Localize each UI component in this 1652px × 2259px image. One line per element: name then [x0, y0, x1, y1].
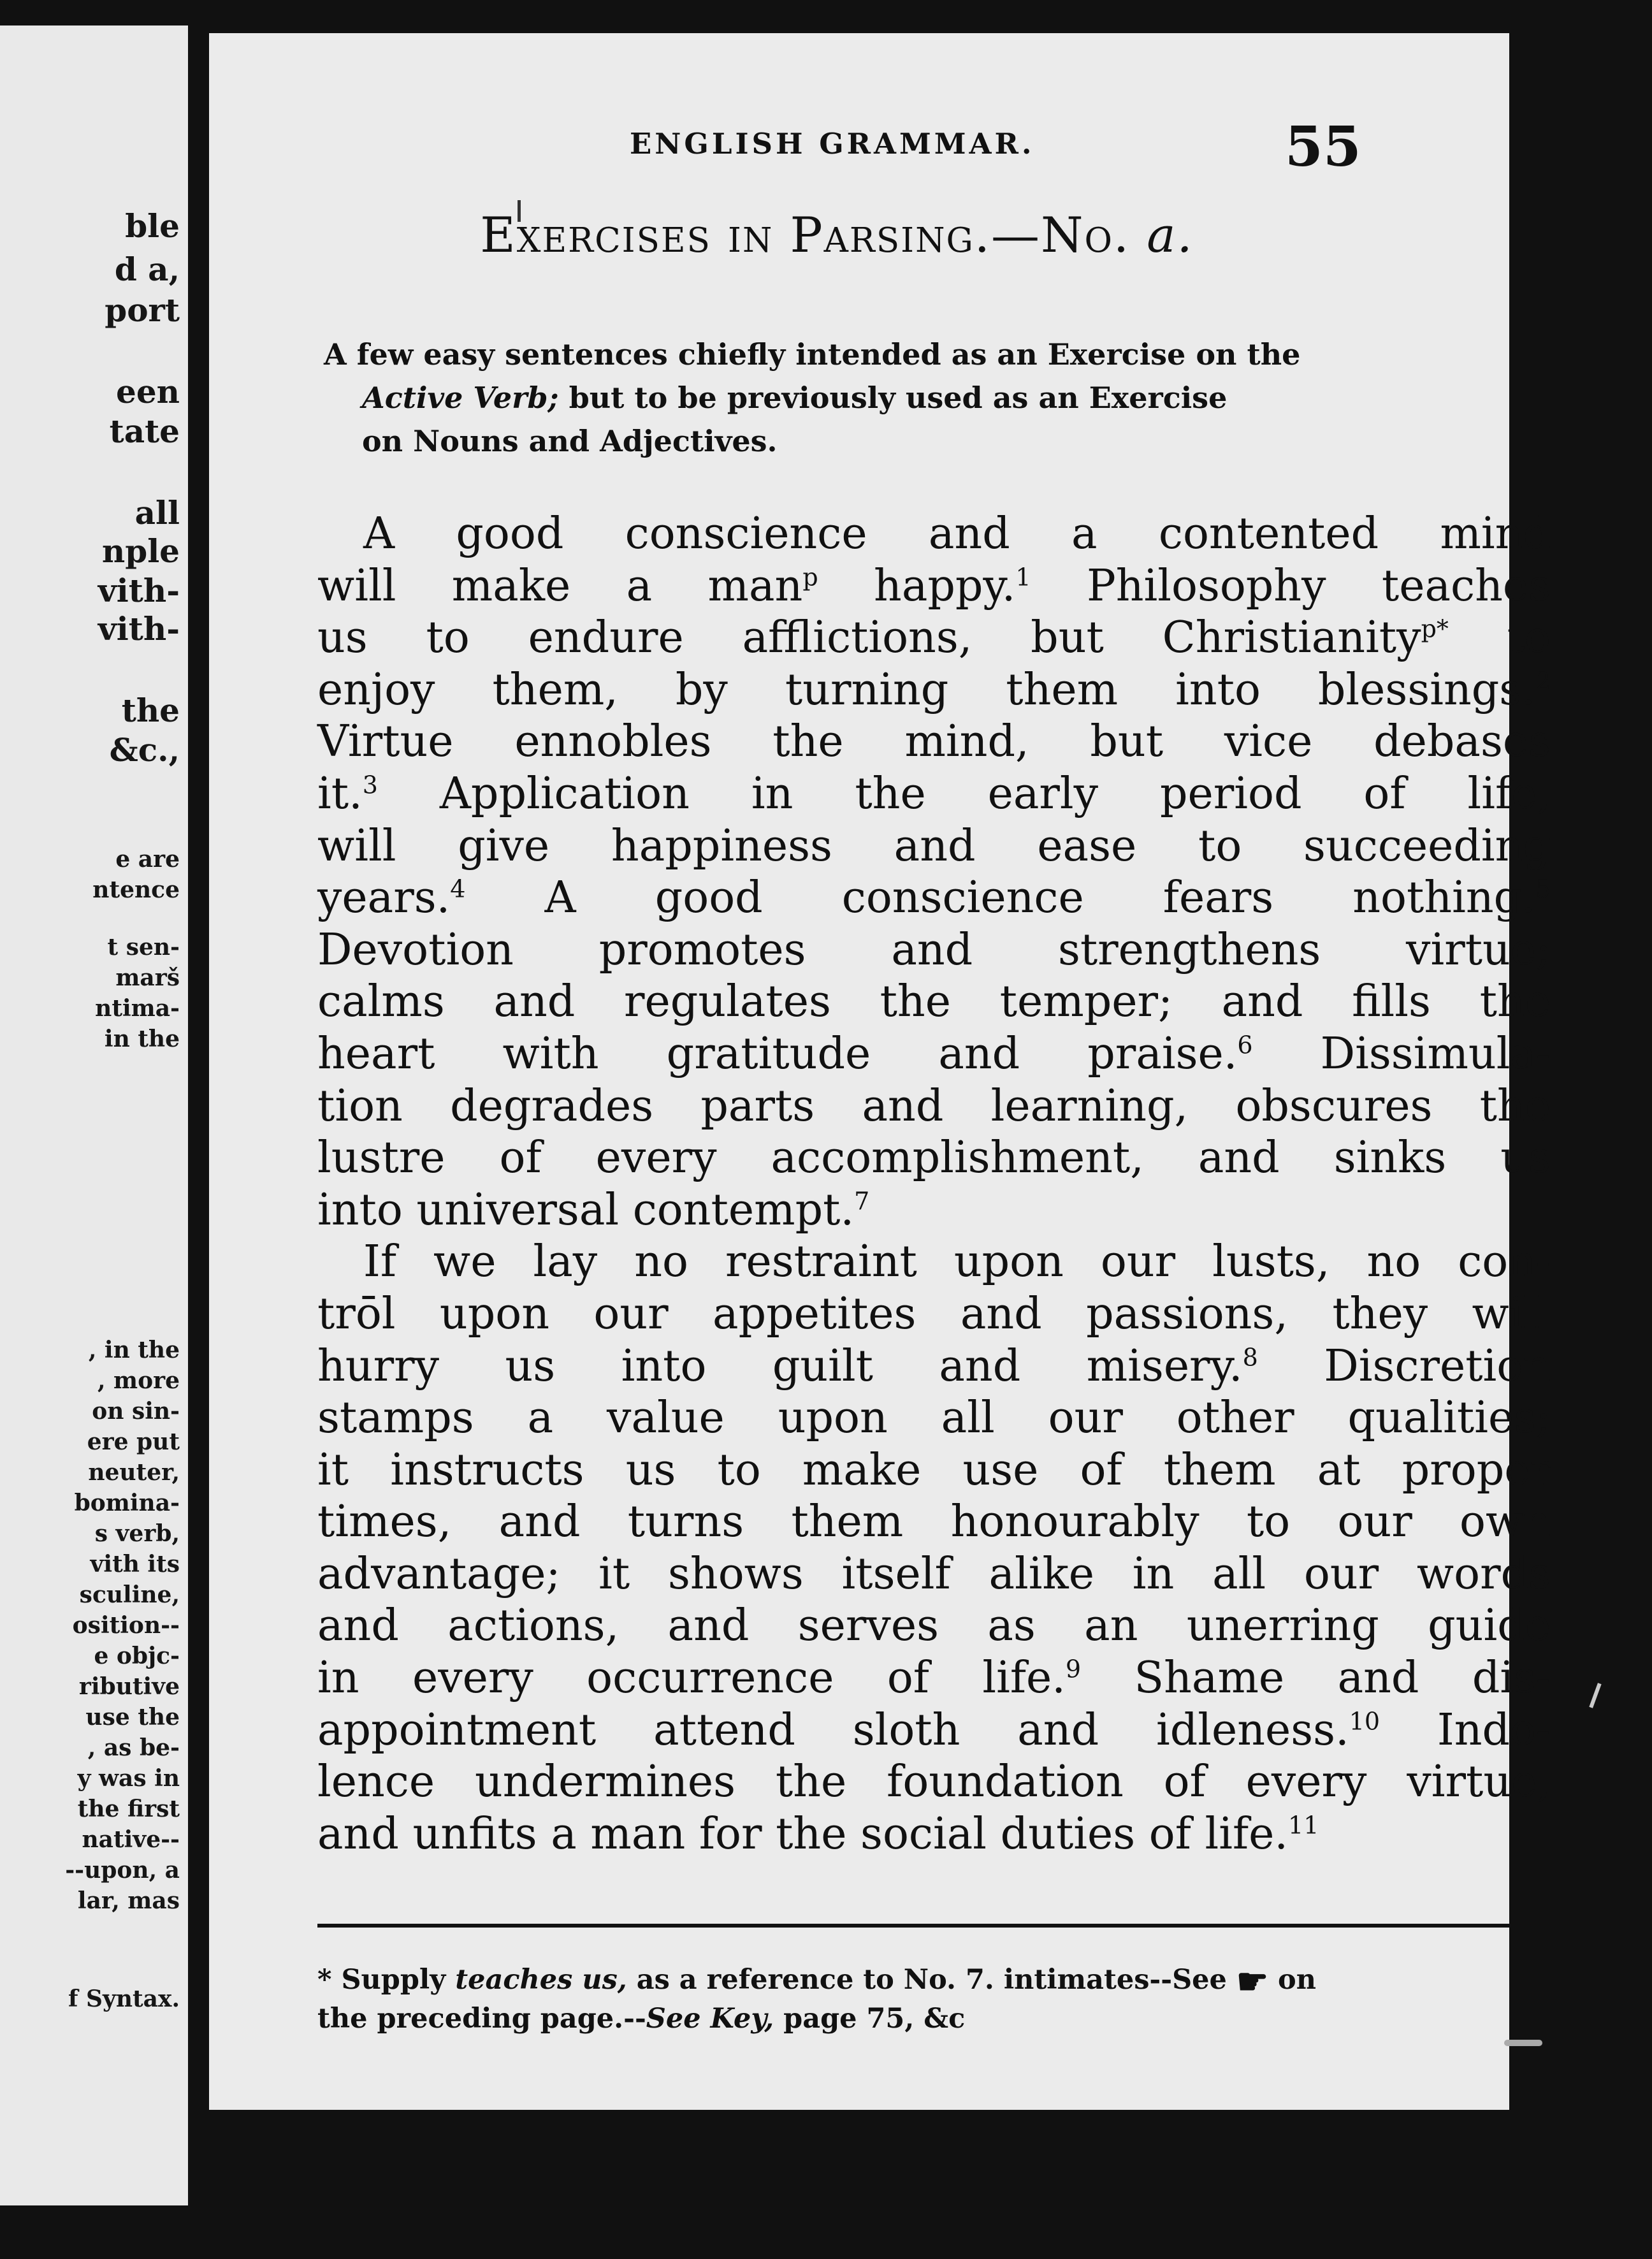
- footnote-text-a: Supply: [341, 1964, 446, 1996]
- text-line: [317, 1652, 1551, 1704]
- text-segment: and actions, and serves as an unerring guide: [317, 1601, 1551, 1652]
- left-page-fragment: nple: [101, 532, 180, 570]
- footnote-star: *: [317, 1964, 332, 1996]
- left-page-fragment: , as be-: [87, 1734, 180, 1761]
- text-segment: it.: [317, 768, 363, 819]
- text-line: [317, 664, 1551, 716]
- intro-italic: Active Verb;: [362, 381, 559, 415]
- footnote-italic-1: teaches us,: [455, 1964, 627, 1996]
- left-page-fragment: lar, mas: [77, 1887, 180, 1914]
- left-page-fragment: marš: [115, 964, 180, 991]
- page-number: 55: [1285, 115, 1361, 179]
- text-segment: stamps a value upon all our other qualities;: [317, 1393, 1551, 1444]
- text-segment: A good conscience and a contented mind: [363, 509, 1551, 559]
- section-title-letter: a.: [1147, 207, 1194, 263]
- pointing-hand-icon: ☛: [1236, 1961, 1269, 2003]
- text-segment: enjoy them, by turning them into blessings.: [317, 664, 1535, 715]
- text-segment: Virtue ennobles the mind, but vice debases: [317, 716, 1551, 767]
- text-line: [317, 612, 1551, 664]
- text-line: [317, 1028, 1551, 1080]
- left-page-fragment: ere put: [87, 1428, 180, 1455]
- left-page-fragment: e are: [115, 846, 180, 873]
- left-page-fragment: t sen-: [107, 934, 180, 961]
- left-page-fragment: vith its: [90, 1551, 180, 1578]
- left-page-fragment: e objc-: [94, 1643, 180, 1669]
- left-page-fragment: all: [134, 494, 180, 532]
- text-line: [317, 1236, 1551, 1288]
- footnote-line-1: [317, 1961, 1551, 2003]
- text-line: [317, 1704, 1551, 1757]
- footnote-text-c: on: [1278, 1964, 1316, 1996]
- reference-superscript: 2: [1535, 667, 1551, 695]
- reference-superscript: 10: [1349, 1707, 1380, 1735]
- left-page-fragment: port: [105, 291, 180, 329]
- text-line: [317, 768, 1551, 820]
- left-page-fragment: &c.,: [109, 731, 180, 769]
- text-segment: calms and regulates the temper; and fills the: [317, 977, 1551, 1028]
- left-page-fragment: ble: [125, 207, 180, 245]
- text-line: [317, 560, 1551, 613]
- left-page-fragment: tate: [109, 412, 180, 450]
- text-segment: Indo-: [1380, 1704, 1551, 1755]
- left-page-fragment: ntima-: [95, 995, 180, 1022]
- reference-superscript: p: [802, 562, 818, 591]
- text-segment: Shame and dis-: [1081, 1653, 1551, 1704]
- reference-superscript: 7: [854, 1187, 870, 1216]
- left-page-fragment: , more: [97, 1367, 180, 1394]
- left-page-fragment: vith-: [98, 572, 180, 609]
- text-line: [317, 1132, 1551, 1184]
- footnote-line-2: [317, 2000, 1551, 2037]
- text-segment: years.: [317, 873, 451, 924]
- text-segment: happy.: [818, 560, 1016, 611]
- text-segment: in every occurrence of life.: [317, 1653, 1066, 1704]
- intro-line-2: [324, 376, 1547, 419]
- text-segment: A good conscience fears nothing.: [465, 873, 1535, 924]
- left-page-fragment: sculine,: [79, 1581, 180, 1608]
- text-line: [317, 1756, 1551, 1808]
- reference-superscript: 5: [1535, 875, 1551, 903]
- text-segment: it instructs us to make use of them at proper: [317, 1444, 1551, 1495]
- margin-mark: [1504, 2040, 1542, 2046]
- left-page-fragment: use the: [85, 1704, 180, 1731]
- left-page-fragment: neuter,: [88, 1459, 180, 1486]
- text-segment: Devotion promotes and strengthens virtue;: [317, 924, 1551, 975]
- left-page-fragment: , in the: [88, 1337, 180, 1363]
- left-page-fragment: ntence: [92, 876, 180, 903]
- text-segment: and unfits a man for the social duties of life.: [317, 1808, 1289, 1859]
- text-line: [317, 1444, 1551, 1497]
- left-page-fragment: ributive: [78, 1673, 180, 1700]
- reference-superscript: 11: [1288, 1811, 1319, 1840]
- text-segment: lence undermines the foundation of every virtue,: [317, 1757, 1551, 1808]
- text-segment: lustre of every accomplishment, and sinks us: [317, 1133, 1551, 1184]
- reference-superscript: 8: [1242, 1342, 1258, 1371]
- text-segment: to: [1448, 613, 1551, 664]
- text-line: [317, 924, 1551, 977]
- section-title-dash: —: [990, 207, 1041, 263]
- text-line: [317, 508, 1551, 560]
- left-page-fragment: the first: [77, 1796, 180, 1822]
- reference-superscript: 1: [1015, 562, 1031, 591]
- text-segment: If we lay no restraint upon our lusts, no con-: [363, 1237, 1551, 1288]
- left-page-fragment: osition--: [72, 1612, 180, 1639]
- left-page-fragment: een: [116, 373, 180, 410]
- intro-line-2-text: but to be previously used as an Exercise: [569, 381, 1228, 415]
- left-page-fragment: f Syntax.: [68, 1986, 180, 2012]
- footnote-rule: [317, 1924, 1535, 1928]
- section-title-no: No.: [1040, 207, 1131, 263]
- text-segment: will make a man: [317, 560, 803, 611]
- left-page-fragment: d a,: [114, 251, 180, 288]
- book-page: [209, 33, 1551, 2110]
- text-line: [317, 820, 1551, 873]
- left-page-fragment: in the: [104, 1026, 180, 1052]
- text-line: [317, 1340, 1551, 1393]
- left-page-fragment: s verb,: [94, 1520, 180, 1547]
- footnote-italic-2: See Key,: [646, 2003, 774, 2035]
- reference-superscript: 4: [450, 875, 466, 903]
- text-segment: us to endure afflictions, but Christianity: [317, 613, 1421, 664]
- running-head: ENGLISH GRAMMAR.: [630, 127, 1035, 161]
- footnote: [317, 1961, 1551, 2037]
- text-line: [317, 872, 1551, 924]
- margin-mark: [1589, 1683, 1601, 1708]
- left-page-fragment: bomina-: [74, 1490, 180, 1516]
- section-title: [209, 207, 1465, 263]
- reference-superscript: p*: [1421, 614, 1449, 643]
- intro-line-3: on Nouns and Adjectives.: [362, 424, 778, 458]
- left-page-fragment: native--: [82, 1826, 180, 1853]
- intro-line-1: A few easy sentences chiefly intended as an Exercise on the: [324, 337, 1301, 372]
- reference-superscript: 3: [362, 771, 378, 799]
- text-line: [317, 716, 1551, 768]
- text-segment: trōl upon our appetites and passions, they will: [317, 1288, 1551, 1339]
- text-segment: heart with gratitude and praise.: [317, 1028, 1238, 1079]
- text-segment: Dissimula-: [1252, 1028, 1551, 1079]
- previous-page-edge: [0, 25, 188, 2205]
- footnote-text-e: page 75, &c: [783, 2003, 966, 2035]
- footnote-text-d: the preceding page.--: [317, 2003, 646, 2035]
- text-line: [317, 976, 1551, 1028]
- text-segment: Application in the early period of life,: [377, 768, 1551, 819]
- text-line: [317, 1548, 1551, 1601]
- text-line: [317, 1600, 1551, 1652]
- text-segment: Discretion: [1257, 1340, 1551, 1391]
- text-segment: Philosophy teaches: [1031, 560, 1551, 611]
- text-segment: advantage; it shows itself alike in all our words: [317, 1548, 1551, 1599]
- text-line: [317, 1808, 1551, 1861]
- footnote-text-b: as a reference to No. 7. intimates--See: [636, 1964, 1227, 1996]
- text-segment: will give happiness and ease to succeeding: [317, 820, 1551, 871]
- text-line: [317, 1184, 1551, 1237]
- left-page-fragment: y was in: [77, 1765, 180, 1792]
- reference-superscript: 6: [1237, 1031, 1253, 1059]
- text-segment: hurry us into guilt and misery.: [317, 1340, 1243, 1391]
- text-line: [317, 1080, 1551, 1133]
- section-intro: [324, 333, 1547, 463]
- text-segment: times, and turns them honourably to our own: [317, 1497, 1551, 1548]
- reference-superscript: 9: [1065, 1655, 1082, 1683]
- section-title-main: Exercises in Parsing.: [480, 207, 991, 263]
- left-page-fragment: vith-: [98, 610, 180, 648]
- parsing-exercise-text: [317, 508, 1551, 1860]
- text-segment: appointment attend sloth and idleness.: [317, 1704, 1349, 1755]
- text-line: [317, 1496, 1551, 1548]
- text-segment: tion degrades parts and learning, obscures the: [317, 1080, 1551, 1131]
- left-page-fragment: on sin-: [92, 1398, 180, 1425]
- text-line: [317, 1392, 1551, 1444]
- left-page-fragment: the: [121, 692, 180, 729]
- text-segment: into universal contempt.: [317, 1184, 855, 1235]
- text-line: [317, 1288, 1551, 1340]
- left-page-fragment: --upon, a: [65, 1857, 180, 1884]
